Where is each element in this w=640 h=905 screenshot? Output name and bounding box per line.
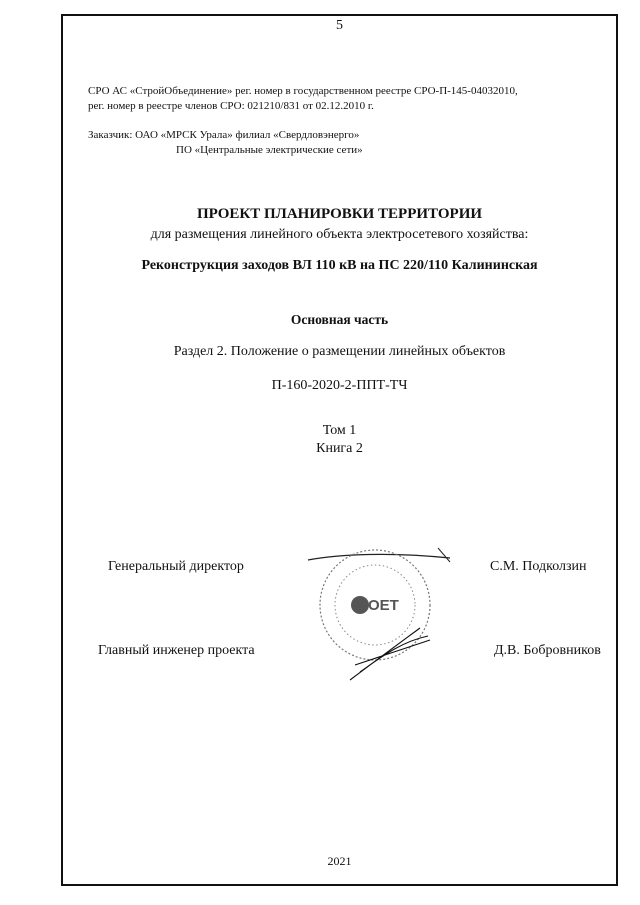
document-year: 2021	[327, 854, 352, 868]
customer-line-2: ПО «Центральные электрические сети»	[176, 144, 363, 156]
director-name: С.М. Подколзин	[490, 559, 587, 574]
customer-line-1: Заказчик: ОАО «МРСК Урала» филиал «Свердловэнерго»	[88, 129, 360, 141]
engineer-role: Главный инженер проекта	[98, 643, 255, 658]
director-role: Генеральный директор	[108, 559, 244, 574]
stamp-text: ОЕТ	[368, 597, 399, 614]
company-stamp	[300, 540, 460, 690]
book-label: Книга 2	[316, 441, 363, 456]
stamp-logo	[351, 596, 369, 614]
object-name: Реконструкция заходов ВЛ 110 кВ на ПС 220/110 Калининская	[141, 258, 538, 273]
volume-label: Том 1	[322, 423, 357, 438]
sro-line-1: СРО АС «СтройОбъединение» рег. номер в государственном реестре СРО-П-145-04032010,	[88, 85, 518, 97]
document-title: ПРОЕКТ ПЛАНИРОВКИ ТЕРРИТОРИИ	[196, 206, 483, 222]
section-label: Раздел 2. Положение о размещении линейных объектов	[173, 344, 506, 359]
engineer-name: Д.В. Бобровников	[494, 643, 601, 658]
document-code: П-160-2020-2-ППТ-ТЧ	[271, 378, 408, 393]
page-number: 5	[336, 18, 343, 33]
sro-line-2: рег. номер в реестре членов СРО: 021210/831 от 02.12.2010 г.	[88, 100, 374, 112]
document-subtitle: для размещения линейного объекта электросетевого хозяйства:	[150, 227, 529, 242]
part-label: Основная часть	[290, 312, 389, 327]
director-signature	[308, 554, 450, 560]
engineer-signature	[350, 628, 430, 680]
